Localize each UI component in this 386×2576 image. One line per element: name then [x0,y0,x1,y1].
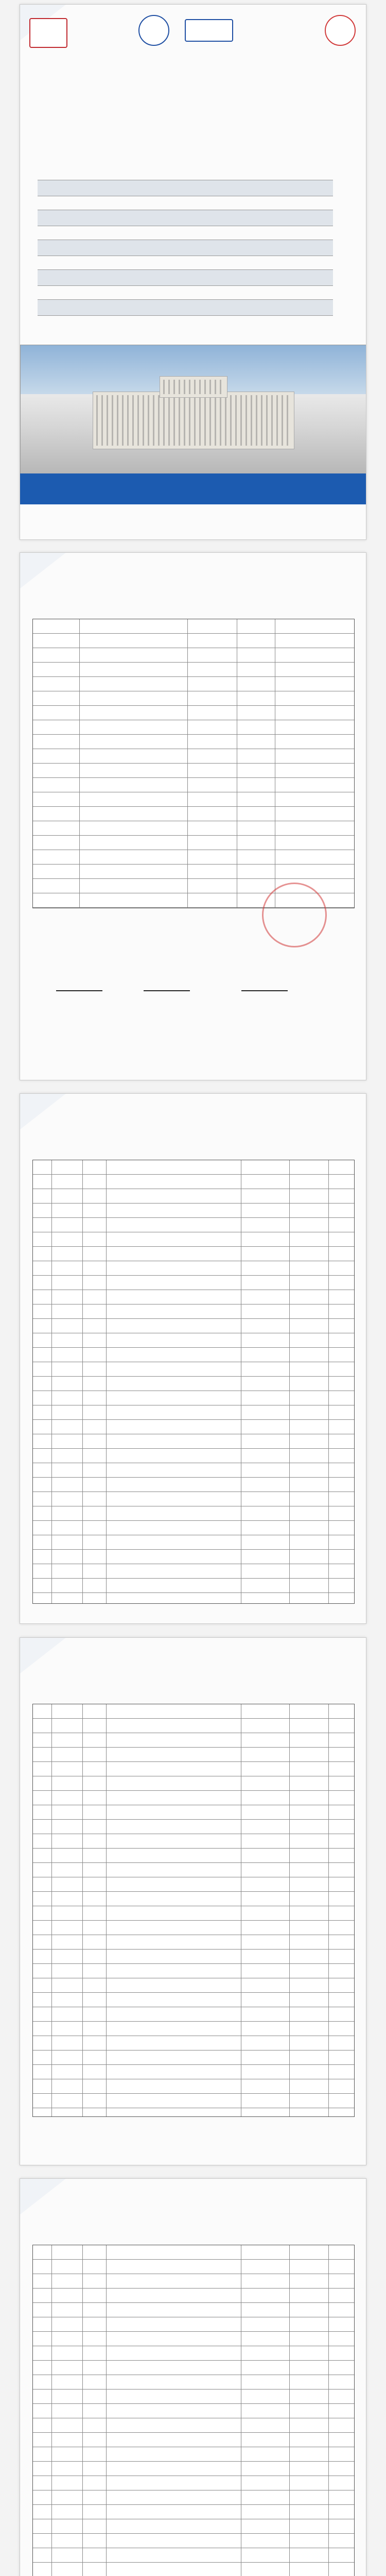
cover-page [20,4,366,540]
cma-logo [29,18,67,48]
center-banner [20,473,366,504]
field-band-1 [38,180,333,196]
inspector-signature [241,983,288,991]
building-photo [20,345,366,474]
report-page-1 [20,552,366,1080]
ca-logo [325,15,356,46]
test-results-table [32,2245,355,2576]
test-results-table [32,1160,355,1604]
field-band-2 [38,210,333,226]
cnas-logo [185,19,233,42]
report-page-4 [20,2178,366,2576]
test-results-table [32,1704,355,2117]
report-page-3 [20,1637,366,2165]
field-band-4 [38,269,333,286]
inspection-stamp [262,883,327,947]
ilac-logo [138,15,169,46]
approver-signature [56,983,102,991]
info-table [32,619,355,908]
report-page-2 [20,1093,366,1624]
field-band-3 [38,240,333,256]
field-band-5 [38,299,333,316]
reviewer-signature [144,983,190,991]
